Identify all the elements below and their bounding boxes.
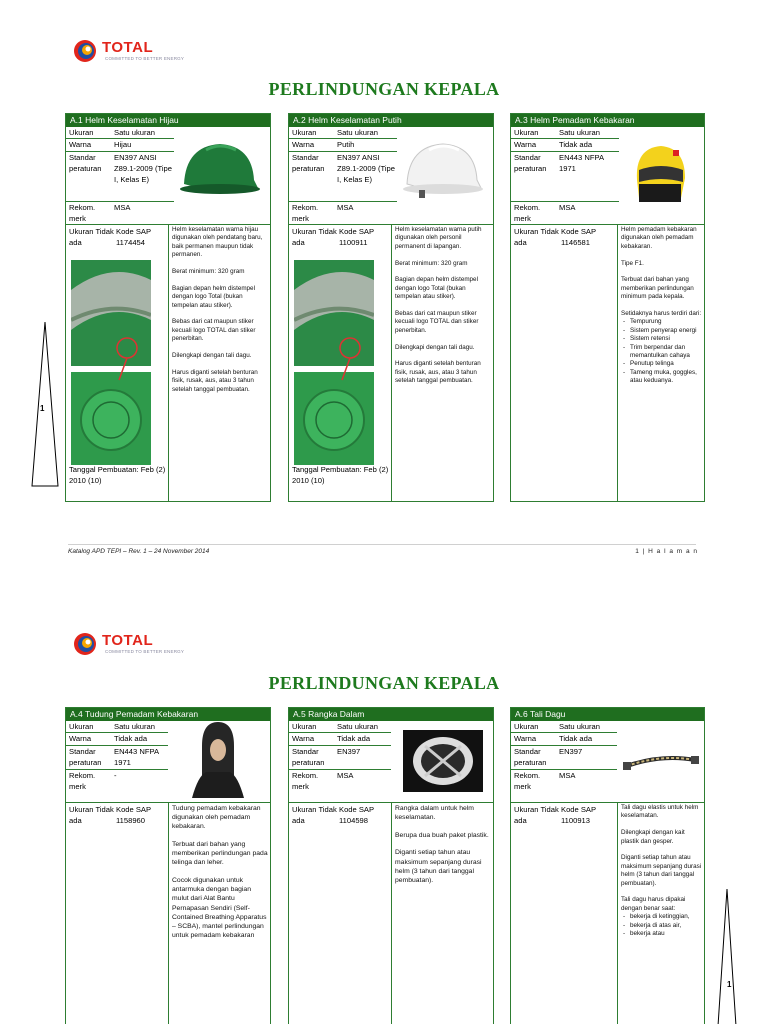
divider: [511, 802, 704, 803]
spec-row-brand: Rekom. merk MSA: [69, 203, 131, 223]
spec-row-size: Ukuran Satu ukuran: [514, 722, 600, 731]
spec-row-standard: Standar peraturan EN443 NFPA 1971: [514, 153, 604, 173]
logo-tagline: COMMITTED TO BETTER ENERGY: [105, 56, 185, 61]
item-description: Helm keselamatan warna putih digunakan oleh personil permanent di lapangan. Berat minimum: 320 gram Bagian depan helm distempel dengan logo Total (bukan tempelan atau stiker). Bebas dari cat maupun stiker kecuali logo TOTAL dan stiker penerbitan. Dilengkapi dengan tali dagu. Harus diganti setelah benturan fisik, rusak, aus, atau 3 tahun setelah tanggal pembuatan.: [395, 226, 482, 385]
spec-row-standard: Standar peraturan EN397 ANSI Z89.1-2009 (Tipe I, Kelas E): [69, 153, 172, 184]
spec-row-brand: Rekom. merk MSA: [514, 771, 576, 791]
firefighter-helmet-image: [629, 140, 691, 208]
size-none-label: Ukuran Tidak ada: [514, 805, 559, 825]
spec-row-color: Warna Hijau: [69, 140, 132, 149]
total-logo-icon: [72, 631, 98, 657]
spec-row-size: Ukuran Satu ukuran: [292, 128, 378, 137]
spec-row-color: Warna Putih: [292, 140, 355, 149]
spec-row-brand: Rekom. merk MSA: [514, 203, 576, 223]
item-description: Helm pemadam kebakaran digunakan oleh pemadam kebakaran. Tipe F1. Terbuat dari bahan yang memberikan perlindungan minimum pada kepala. Setidaknya harus terdiri dari: - Tempurung - Sistem penyerap energi - Sistem retensi - Trim berpendar dan memantulkan cahaya - Penutup telinga - Tameng muka, goggles, atau keduanya.: [621, 226, 703, 386]
green-helmet-image: [176, 136, 260, 202]
catalog-card-a4: [65, 707, 271, 1024]
inner-harness-image: [403, 730, 483, 792]
sap-code: Kode SAP 1146581: [561, 227, 596, 247]
spec-row-standard: Standar peraturan EN443 NFPA 1971: [69, 747, 159, 767]
logo-wordmark: TOTAL: [102, 39, 154, 56]
divider: [617, 224, 618, 501]
size-none-label: Ukuran Tidak ada: [69, 227, 114, 247]
page-title: PERLINDUNGAN KEPALA: [268, 673, 500, 693]
footer-divider: [68, 544, 696, 545]
size-none-label: Ukuran Tidak ada: [292, 805, 337, 825]
catalog-card-a3: [510, 113, 705, 502]
total-logo: [72, 38, 192, 68]
divider: [511, 224, 704, 225]
catalog-card-a5: [288, 707, 494, 1024]
total-logo: [72, 631, 192, 661]
item-description: Rangka dalam untuk helm keselamatan. Berupa dua buah paket plastik. Diganti setiap tahun atau maksimum sepanjang durasi helm (3 tahun dari tanggal pembuatan).: [395, 805, 489, 884]
document-page-2: [0, 593, 768, 1024]
page-separator: [0, 575, 768, 593]
spec-row-size: Ukuran Satu ukuran: [69, 722, 155, 731]
catalog-card-a6: [510, 707, 705, 1024]
spec-row-brand: Rekom. merk MSA: [292, 771, 354, 791]
sap-code: Kode SAP 1100913: [561, 805, 596, 825]
spec-row-standard: Standar peraturan EN397 ANSI Z89.1-2009 (Tipe I, Kelas E): [292, 153, 395, 184]
footer-page-number: 1 | H a l a m a n: [635, 548, 698, 555]
catalog-card-a2: [288, 113, 494, 502]
size-none-label: Ukuran Tidak ada: [514, 227, 559, 247]
spec-row-size: Ukuran Satu ukuran: [69, 128, 155, 137]
white-helmet-image: [399, 136, 483, 202]
size-none-label: Ukuran Tidak ada: [292, 227, 337, 247]
helmet-stamp-photo: [71, 260, 151, 465]
spec-row-color: Warna Tidak ada: [514, 734, 593, 743]
spec-row-standard: Standar peraturan EN397: [514, 747, 583, 767]
divider: [168, 224, 169, 501]
item-description: Helm keselamatan warna hijau digunakan oleh pendatang baru, baik permanen maupun tidak permanen. Berat minimum: 320 gram Bagian depan helm distempel dengan logo Total (bukan tempelan atau stiker). Bebas dari cat maupun stiker kecuali logo TOTAL dan stiker penerbitan. Dilengkapi dengan tali dagu. Harus diganti setelah benturan fisik, rusak, aus, atau 3 tahun setelah tanggal pembuatan.: [172, 226, 263, 393]
total-logo-icon: [72, 38, 98, 64]
size-none-label: Ukuran Tidak ada: [69, 805, 114, 825]
manufacture-date: Tanggal Pembuatan: Feb (2) 2010 (10): [69, 465, 166, 485]
page-marker-triangle: [712, 887, 742, 1024]
spec-row-brand: Rekom. merk MSA: [292, 203, 354, 223]
sap-code: Kode SAP 1104598: [339, 805, 374, 825]
usage-list: - bekerja di ketinggian, - bekerja di atas air, - bekerja atau: [621, 913, 703, 938]
spec-row-brand: Rekom. merk -: [69, 771, 117, 791]
card-header: A.2 Helm Keselamatan Putih: [289, 114, 493, 127]
card-header: A.5 Rangka Dalam: [289, 708, 493, 721]
footer-catalog-info: Katalog APD TEPI – Rev. 1 – 24 November 2014: [68, 548, 210, 555]
item-description: Tali dagu elastis untuk helm keselamatan. Dilengkapi dengan kait plastik dan gesper. Diganti setiap tahun atau maksimum sepanjang durasi helm (3 tahun dari tanggal pembuatan). Tali dagu harus dipakai dengan benar saat: - bekerja di ketinggian, - bekerja di atas air, - bekerja atau: [621, 804, 703, 938]
spec-row-size: Ukuran Satu ukuran: [292, 722, 378, 731]
card-header: A.3 Helm Pemadam Kebakaran: [511, 114, 704, 127]
manufacture-date: Tanggal Pembuatan: Feb (2) 2010 (10): [292, 465, 389, 485]
sap-code: Kode SAP 1100911: [339, 227, 374, 247]
divider: [391, 802, 392, 1024]
chin-strap-image: [623, 746, 699, 776]
spec-row-color: Warna Tidak ada: [292, 734, 371, 743]
page-marker-number: 1: [727, 980, 732, 989]
spec-row-color: Warna Tidak ada: [69, 734, 148, 743]
spec-row-standard: Standar peraturan EN397: [292, 747, 361, 767]
divider: [391, 224, 392, 501]
helmet-stamp-photo: [294, 260, 374, 465]
card-header: A.1 Helm Keselamatan Hijau: [66, 114, 270, 127]
catalog-card-a1: [65, 113, 271, 502]
logo-wordmark: TOTAL: [102, 632, 154, 649]
page-marker-triangle: [30, 320, 60, 488]
page-title: PERLINDUNGAN KEPALA: [268, 79, 500, 99]
item-description: Tudung pemadam kebakaran digunakan oleh pemadam kebakaran. Terbuat dari bahan yang memberikan perlindungan pada telinga dan leher. Cocok digunakan untuk antarmuka dengan bagian mulut dari Alat Bantu Pernapasan Sendiri (Self-Contained Breathing Apparatus – SCBA), mantel perlindungan untuk pemadam kebakaran: [172, 805, 268, 940]
sap-code: Kode SAP 1174454: [116, 227, 151, 247]
card-header: A.4 Tudung Pemadam Kebakaran: [66, 708, 270, 721]
page-marker-number: 1: [40, 404, 45, 413]
component-list: - Tempurung - Sistem penyerap energi - Sistem retensi - Trim berpendar dan memantulkan cahaya - Penutup telinga - Tameng muka, goggles, atau keduanya.: [621, 318, 703, 385]
spec-row-color: Warna Tidak ada: [514, 140, 593, 149]
divider: [168, 802, 169, 1024]
card-header: A.6 Tali Dagu: [511, 708, 704, 721]
spec-row-size: Ukuran Satu ukuran: [514, 128, 600, 137]
fire-hood-image: [188, 720, 248, 800]
sap-code: Kode SAP 1158960: [116, 805, 151, 825]
logo-tagline: COMMITTED TO BETTER ENERGY: [105, 649, 185, 654]
divider: [617, 802, 618, 1024]
